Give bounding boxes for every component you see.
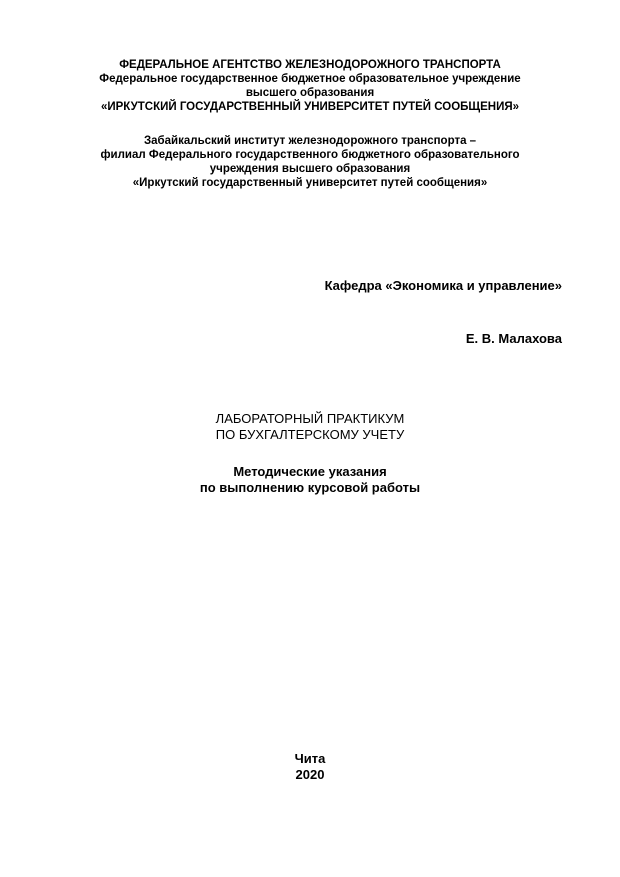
title-line: ЛАБОРАТОРНЫЙ ПРАКТИКУМ [215, 411, 405, 426]
branch-level: учреждения высшего образования [209, 163, 411, 175]
publication-year: 2020 [295, 767, 325, 782]
institution-level: высшего образования [245, 87, 375, 99]
subtitle-line: по выполнению курсовой работы [199, 480, 421, 495]
publication-city: Чита [294, 751, 326, 766]
title-line: ПО БУХГАЛТЕРСКОМУ УЧЕТУ [215, 427, 405, 442]
branch-header [0, 134, 620, 190]
branch-university-name: «Иркутский государственный университет путей сообщения» [132, 177, 488, 189]
branch-institute-name: Забайкальский институт железнодорожного транспорта – [143, 135, 477, 147]
department-name: Кафедра «Экономика и управление» [324, 278, 562, 293]
document-title [0, 411, 620, 443]
document-subtitle [0, 464, 620, 496]
subtitle-line: Методические указания [233, 464, 387, 479]
agency-header [0, 58, 620, 114]
university-name: «ИРКУТСКИЙ ГОСУДАРСТВЕННЫЙ УНИВЕРСИТЕТ ПУТЕЙ СООБЩЕНИЯ» [100, 101, 520, 113]
publication-footer [0, 751, 620, 783]
agency-name: ФЕДЕРАЛЬНОЕ АГЕНТСТВО ЖЕЛЕЗНОДОРОЖНОГО ТРАНСПОРТА [119, 59, 501, 71]
author-name: Е. В. Малахова [465, 331, 562, 346]
branch-description: филиал Федерального государственного бюджетного образовательного [100, 149, 520, 161]
institution-type: Федеральное государственное бюджетное образовательное учреждение [99, 73, 521, 85]
